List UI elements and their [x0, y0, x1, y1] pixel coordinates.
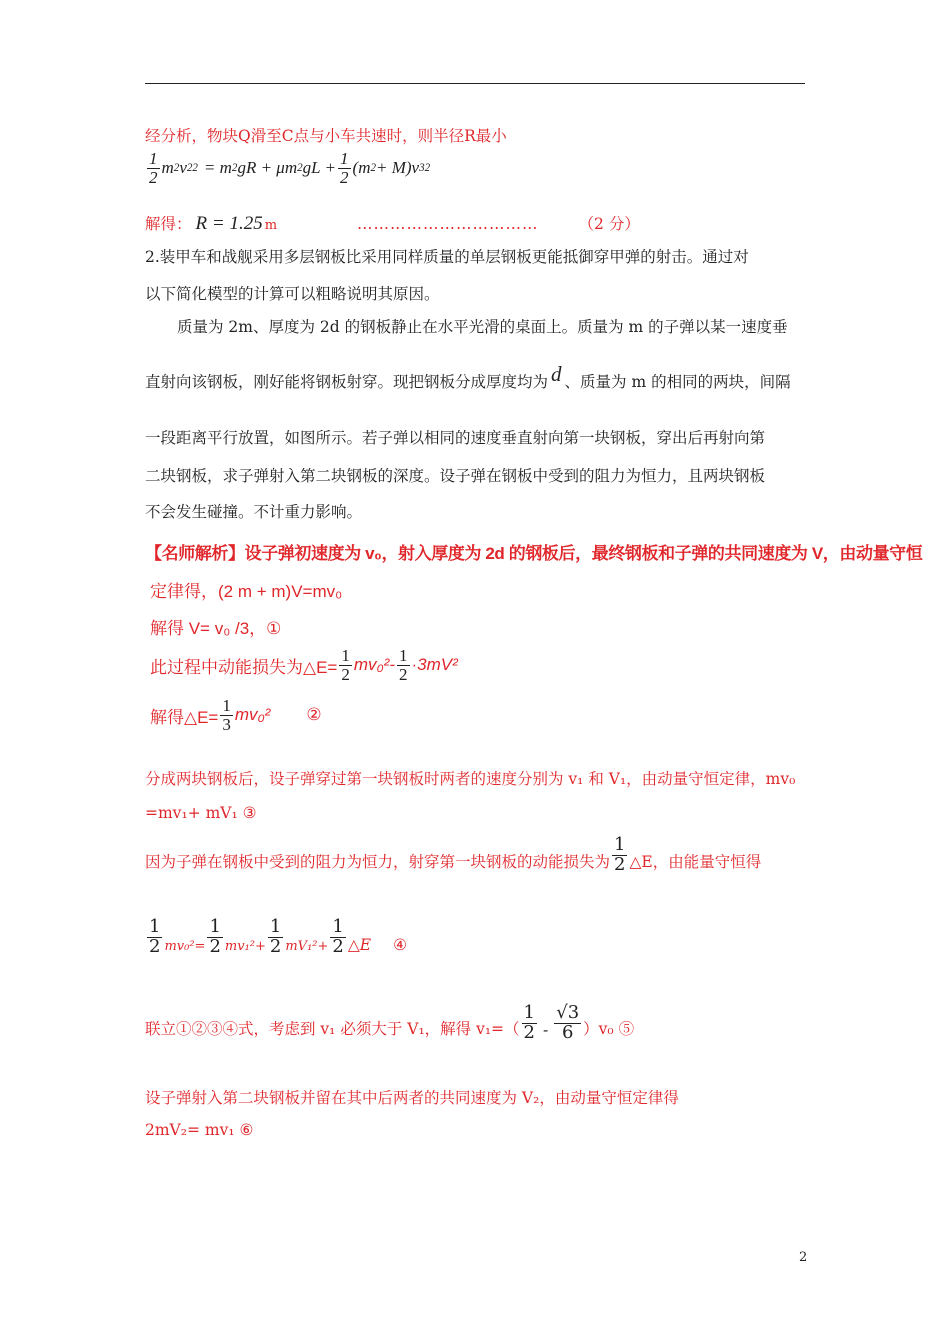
problem-line-5: 一段距离平行放置，如图所示。若子弹以相同的速度垂直射向第一块钢板，穿出后再射向第: [145, 429, 766, 447]
problem-line-3: 质量为 2m、厚度为 2d 的钢板静止在水平光滑的桌面上。质量为 m 的子弹以某一速度垂: [177, 318, 788, 336]
prev-equation: $\frac{1}{2}$ m 2 v 2 2 = m 2 gR + μm 2 gL + $\frac{1}{2}$ (m 2 + M)v 3 2: [149, 149, 431, 187]
prev-result: 解得： R = 1.25 m …………………………… （2 分）: [145, 213, 640, 234]
page-number: 2: [799, 1250, 808, 1265]
analysis-line-4: 此过程中动能损失为△E= $\frac{1}{2}$ mv₀²- $\frac{1}{2}$ ·3mV²: [150, 646, 458, 684]
analysis-line-1: 【名师解析】设子弹初速度为 v₀，射入厚度为 2d 的钢板后，最终钢板和子弹的共同速度为 V，由动量守恒: [145, 544, 923, 563]
solution-p1a: 分成两块钢板后，设子弹穿过第一块钢板时两者的速度分别为 v₁ 和 V₁，由动量守恒定律，mv₀: [145, 770, 796, 788]
thickness-d: d: [551, 362, 562, 386]
problem-line-1: 2.装甲车和战舰采用多层钢板比采用同样质量的单层钢板更能抵御穿甲弹的射击。通过对: [145, 248, 749, 266]
problem-line-4: 直射向该钢板，刚好能将钢板射穿。现把钢板分成厚度均为 d 、质量为 m 的相同的两块，间隔: [145, 362, 791, 391]
solution-p1b: =mv₁+ mV₁ ③: [145, 804, 257, 822]
analysis-line-5: 解得△E= $\frac{1}{3}$ mv₀² ②: [150, 696, 322, 734]
solution-eq4: $\frac{1}{2}$ mv₀²= $\frac{1}{2}$ mv₁²+ $\frac{1}{2}$ mV₁²+ $\frac{1}{2}$ △E ④: [149, 916, 407, 957]
solution-p3: 联立①②③④式，考虑到 v₁ 必须大于 V₁，解得 v₁=（ $\frac{1}{2}$ - $\frac{√3}{6}$ ）v₀ ⑤: [145, 1002, 635, 1043]
solution-p2: 因为子弹在钢板中受到的阻力为恒力，射穿第一块钢板的动能损失为 $\frac{1}{2}$ △E，由能量守恒得: [145, 834, 762, 875]
problem-line-6: 二块钢板，求子弹射入第二块钢板的深度。设子弹在钢板中受到的阻力为恒力，且两块钢板: [145, 467, 766, 485]
analysis-line-2: 定律得，(2 m + m)V=mv₀: [150, 582, 343, 601]
problem-line-7: 不会发生碰撞。不计重力影响。: [145, 503, 363, 521]
prev-intro: 经分析，物块Q滑至C点与小车共速时，则半径R最小: [145, 127, 507, 145]
problem-line-2: 以下简化模型的计算可以粗略说明其原因。: [145, 285, 440, 303]
solution-p4: 设子弹射入第二块钢板并留在其中后两者的共同速度为 V₂，由动量守恒定律得: [145, 1089, 679, 1107]
analysis-line-3: 解得 V= v₀ /3，①: [150, 619, 282, 638]
solution-p5: 2mV₂= mv₁ ⑥: [145, 1121, 254, 1139]
header-rule: [145, 83, 805, 84]
